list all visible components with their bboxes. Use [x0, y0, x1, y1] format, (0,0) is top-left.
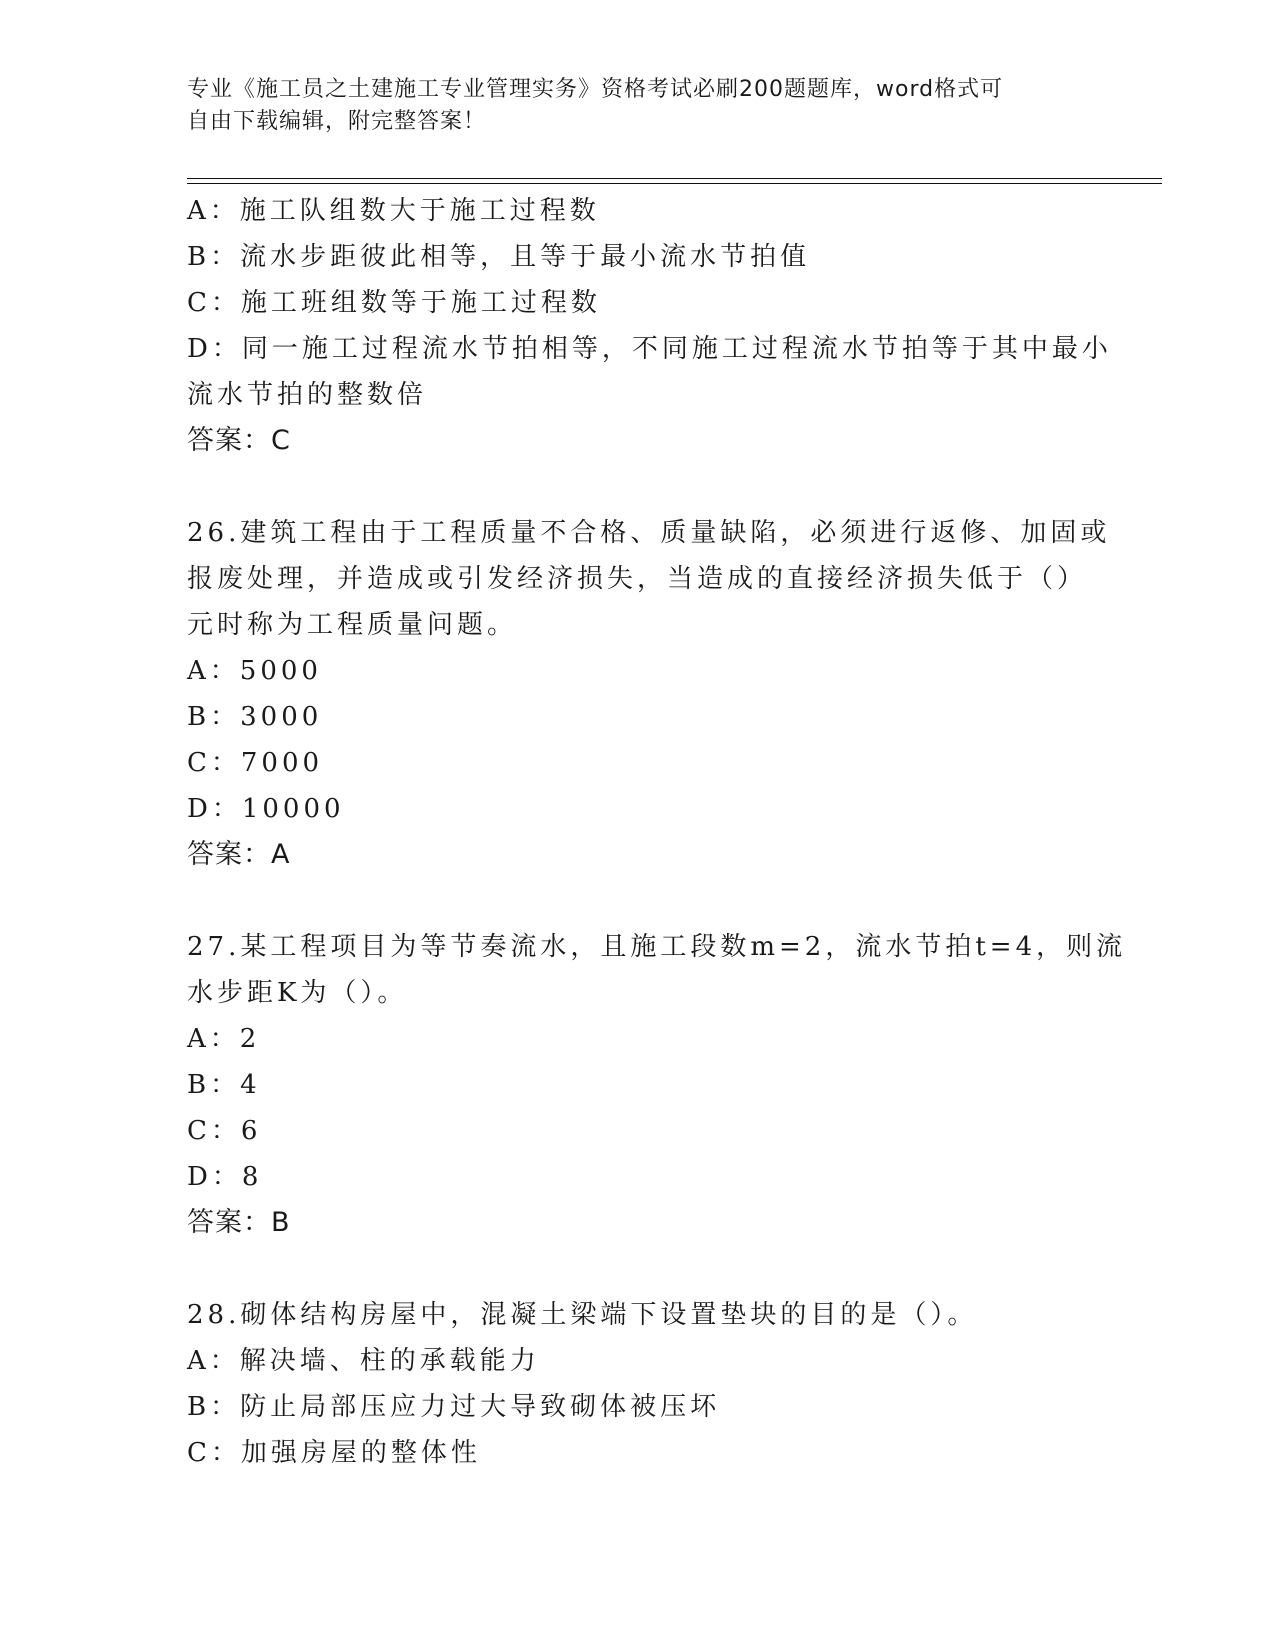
question-stem: 26.建筑工程由于工程质量不合格、质量缺陷，必须进行返修、加固或 — [187, 518, 1111, 548]
question-26 — [187, 510, 1111, 878]
option-d: D：同一施工过程流水节拍相等，不同施工过程流水节拍等于其中最小 — [187, 334, 1112, 364]
header-divider-bottom — [187, 183, 1162, 184]
option-a: A：2 — [187, 1024, 261, 1054]
option-b: B：防止局部压应力过大导致砌体被压坏 — [187, 1392, 721, 1422]
question-stem: 28.砌体结构房屋中，混凝土梁端下设置垫块的目的是（）。 — [187, 1300, 978, 1330]
option-c: C：加强房屋的整体性 — [187, 1438, 481, 1468]
option-c: C：7000 — [187, 748, 324, 778]
question-stem: 27.某工程项目为等节奏流水，且施工段数m=2，流水节拍t=4，则流 — [187, 932, 1127, 962]
answer: 答案：B — [187, 1207, 291, 1238]
question-stem-continued: 报废处理，并造成或引发经济损失，当造成的直接经济损失低于（） — [187, 564, 1088, 594]
option-a: A：施工队组数大于施工过程数 — [187, 196, 600, 226]
option-c: C：6 — [187, 1116, 262, 1146]
spacer — [187, 464, 1087, 510]
spacer — [187, 1246, 1087, 1292]
header-line-2: 自由下载编辑，附完整答案！ — [187, 109, 487, 134]
option-c: C：施工班组数等于施工过程数 — [187, 288, 601, 318]
question-25 — [187, 188, 1112, 464]
answer: 答案：A — [187, 839, 291, 870]
spacer — [187, 878, 1087, 924]
option-b: B：流水步距彼此相等，且等于最小流水节拍值 — [187, 242, 811, 272]
option-d: D：10000 — [187, 794, 345, 824]
option-a: A：5000 — [187, 656, 322, 686]
document-header — [187, 74, 1087, 138]
option-d: D：8 — [187, 1162, 263, 1192]
question-stem-continued: 水步距K为（）。 — [187, 978, 408, 1008]
option-b: B：3000 — [187, 702, 323, 732]
question-28 — [187, 1292, 1087, 1476]
answer: 答案：C — [187, 425, 291, 456]
question-stem-continued: 元时称为工程质量问题。 — [187, 610, 518, 640]
header-line-1: 专业《施工员之土建施工专业管理实务》资格考试必刷200题题库，word格式可 — [187, 77, 1004, 102]
question-list — [187, 188, 1127, 1476]
option-d-continued: 流水节拍的整数倍 — [187, 380, 428, 410]
option-a: A：解决墙、柱的承载能力 — [187, 1346, 540, 1376]
option-b: B：4 — [187, 1070, 261, 1100]
header-divider-top — [187, 178, 1162, 179]
question-27 — [187, 924, 1127, 1246]
